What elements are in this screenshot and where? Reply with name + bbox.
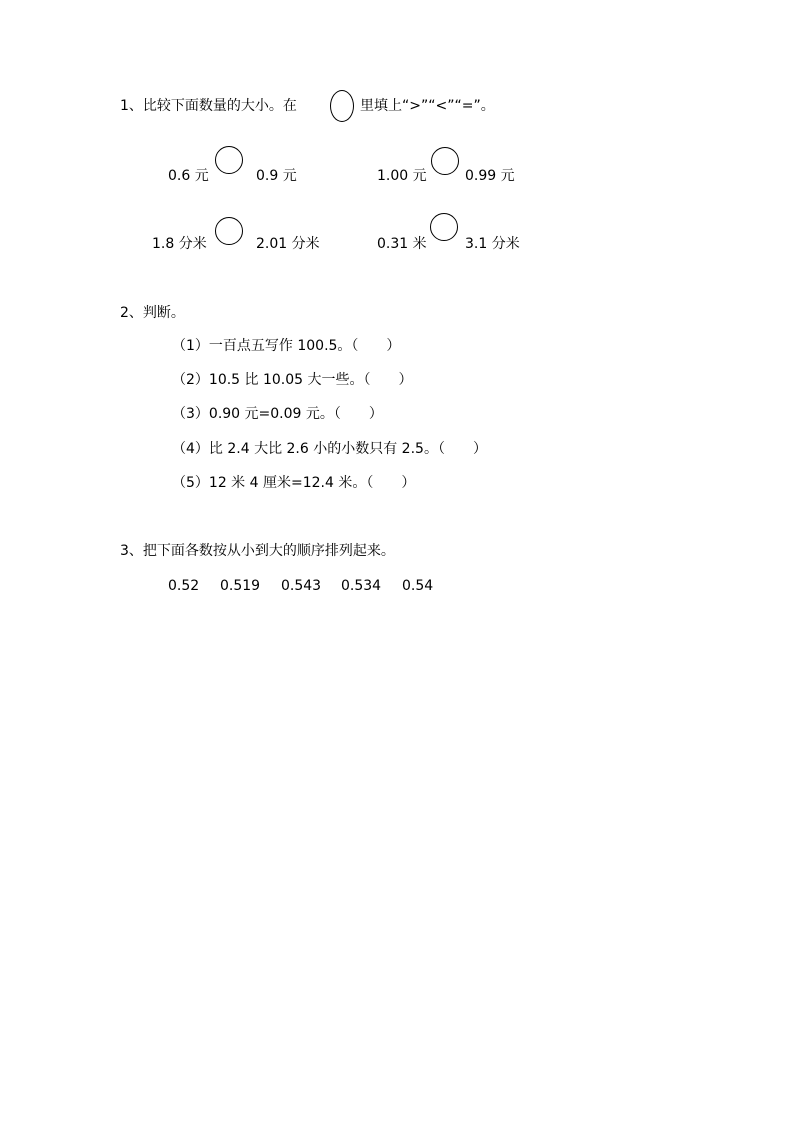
q1-item2-left: 1.00 元: [377, 168, 427, 184]
q1-stem-before: 1、比较下面数量的大小。在: [120, 98, 297, 114]
q3-number-4: 0.534: [341, 578, 382, 594]
q1-item4-left: 0.31 米: [377, 236, 427, 252]
q1-item4-right: 3.1 分米: [465, 236, 520, 252]
q1-item3-answer-circle[interactable]: [215, 217, 243, 245]
q1-item1-answer-circle[interactable]: [215, 146, 243, 174]
q3-number-5: 0.54: [402, 578, 434, 594]
q2-item2: （2）10.5 比 10.05 大一些。（ ）: [172, 372, 413, 388]
q2-item1: （1）一百点五写作 100.5。（ ）: [172, 338, 401, 354]
q1-item1-right: 0.9 元: [256, 168, 297, 184]
q3-title: 3、把下面各数按从小到大的顺序排列起来。: [120, 543, 395, 559]
q3-number-1: 0.52: [168, 578, 200, 594]
q2-title: 2、判断。: [120, 305, 185, 321]
answer-circle-example: [330, 90, 354, 122]
q3-number-2: 0.519: [220, 578, 261, 594]
q1-item2-right: 0.99 元: [465, 168, 515, 184]
q1-stem-after: 里填上“>”“<”“=”。: [360, 98, 495, 114]
q1-item1-left: 0.6 元: [168, 168, 209, 184]
q3-number-3: 0.543: [281, 578, 322, 594]
q2-item5: （5）12 米 4 厘米=12.4 米。（ ）: [172, 475, 416, 491]
q1-item4-answer-circle[interactable]: [430, 213, 458, 241]
q1-item3-right: 2.01 分米: [256, 236, 320, 252]
q1-item2-answer-circle[interactable]: [431, 147, 459, 175]
q2-item3: （3）0.90 元=0.09 元。（ ）: [172, 406, 383, 422]
q1-item3-left: 1.8 分米: [152, 236, 207, 252]
q2-item4: （4）比 2.4 大比 2.6 小的小数只有 2.5。（ ）: [172, 441, 487, 457]
